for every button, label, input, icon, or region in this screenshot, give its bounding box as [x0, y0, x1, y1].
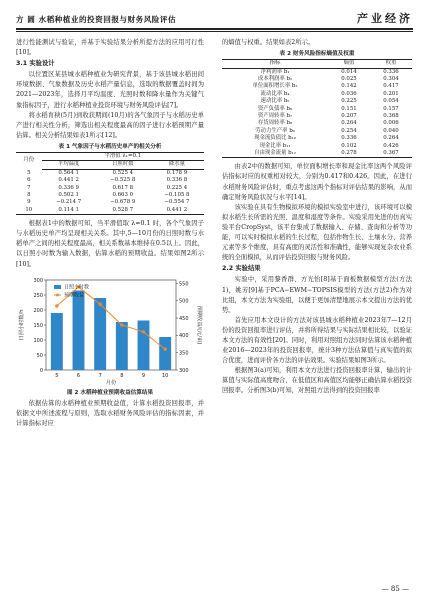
point-expected-income — [98, 302, 101, 305]
paragraph: 首先应用本文设计的方法对该县城水稻种植业2023年7—12月份的投资回报率进行评估，并将所得结果与实际结果相比较，以验证本文方法的有效性[20]。同时，利用对照组方法同时估算该水稻种植业2016—2023年的投资回报率，统计3种方法估算值与真实值的拟合优度，进而评价各方法的评估效果。实验结果如图3所示。 — [222, 316, 412, 365]
table-cell: 0.207 — [341, 112, 357, 119]
table-cell: 0.441 2 — [166, 206, 188, 213]
y-tick-label: 250 — [33, 292, 43, 299]
table-row — [222, 76, 412, 83]
table-cell: 现金流负债比 b₁₀ — [254, 135, 296, 142]
table-cell: 0.426 — [383, 142, 399, 149]
table-row — [222, 135, 412, 142]
table1 — [16, 152, 204, 215]
table-row — [222, 143, 412, 150]
x-axis-label: 月份 — [105, 379, 117, 386]
table-row — [222, 113, 412, 120]
table-cell: 0.336 9 — [58, 184, 79, 191]
table-cell: 0.254 — [341, 127, 357, 134]
table-cell: 10 — [25, 206, 33, 213]
table-cell: 劳动力生产率 b₉ — [255, 127, 295, 134]
table-row — [222, 91, 412, 98]
paragraph: 进行性能测试与验证，并基于实验结果分析所提方法的应用可行性[10]。 — [16, 39, 204, 57]
point-expected-income — [120, 323, 123, 326]
header-rule-thin — [16, 31, 413, 32]
table-cell: 8 — [27, 191, 31, 198]
table-cell: 0.368 — [383, 112, 399, 119]
table2 — [222, 59, 412, 158]
y-tick-label: 100 — [33, 337, 43, 344]
table-cell: 资产负债率 b₆ — [257, 105, 293, 112]
paragraph: 的熵值与权重。结果如表2所示。 — [222, 39, 315, 46]
paragraph: 根据表1中的数据可知，当平滑值取 λ=0.1 时，各个气象因子与水稻历史单产均呈现相关关系。其中,5—10月份的日照时数与水稻单产之间的相关程度最高，相关系数基本维持在0.5以上。因此，以日照小时数为输入数据，估算水稻的预期收益。结果如图2所示[10]。 — [16, 220, 204, 268]
y2-tick-label: 550 — [179, 280, 189, 287]
left-column — [16, 38, 204, 429]
bar-sunshine-hours — [138, 320, 150, 370]
table-row — [16, 199, 204, 206]
y-tick-label: 0 — [39, 367, 43, 374]
table-cell: −0.525 8 — [110, 177, 136, 184]
table-cell: 0.201 — [383, 90, 399, 97]
table-cell: 速动比率 b₅ — [260, 98, 290, 105]
table-cell: 0.528 7 — [112, 206, 134, 213]
y-tick-label: 50 — [36, 352, 43, 359]
table-cell: 0.036 — [341, 90, 357, 97]
table-cell: 0.225 — [341, 98, 357, 105]
y2-tick-label: 450 — [179, 315, 189, 322]
table-cell: 0.142 — [341, 83, 357, 90]
table-cell: 6 — [27, 177, 31, 184]
y2-tick-label: 400 — [179, 332, 189, 339]
table-cell: 7 — [27, 184, 31, 191]
y2-tick-label: 300 — [179, 367, 189, 374]
table-cell: 9 — [27, 199, 31, 206]
bar-sunshine-hours — [116, 322, 128, 370]
table-row — [16, 192, 204, 199]
header-section: 产业经济 — [357, 12, 413, 25]
table-row — [222, 128, 412, 135]
table2-caption: 表 2 财务风险指标熵值及权重 — [279, 51, 355, 58]
table1-lambda-header: 平滑值 λ₁=0.1 — [42, 152, 204, 160]
point-expected-income — [163, 347, 166, 350]
x-tick-label: 7 — [98, 372, 102, 379]
table-cell: 0.564 1 — [58, 169, 79, 176]
table-cell: 0.336 — [341, 135, 357, 142]
table-cell: 0.441 2 — [58, 177, 79, 184]
table-row — [222, 120, 412, 127]
table-cell: 0.264 — [383, 135, 399, 142]
paragraph: 将水稻育秧(5月)到收获期间(10月)的各气象因子与水稻历史单产进行相关性分析，筛选出相关程度最高的因子进行水稻预期产量估算。相关分析结果如表1所示[12]。 — [16, 111, 204, 139]
paragraph: 该实验在具有生物模拟环境的模拟实验室中进行，该环境可以模拟水稻生长所需的光照、温度和湿度等条件。实验采用先进的仿真实验平台CropSyst，该平台集成了数据输入、存储、查询和分析等功能，可以实时模拟水稻的生长过程，包括作物生长、土壤水分、营养元素等多个维度，具有高度的灵活性和准确性，能够实现复杂农业系统的全面模拟，从而评估投资回报与财务风险。 — [222, 203, 412, 262]
y2-tick-label: 500 — [179, 298, 189, 305]
point-expected-income — [142, 330, 145, 333]
table2-header: 熵值 — [328, 60, 370, 68]
paragraph: 实验中，采用黎香群、方光怡[8]基于面板数据模型方法(方法1)，姚芳[9]基于PCA−EWM−TOPSIS模型的方法(方法2)作为对比组，本文方法为实验组，以便于更加清楚地展示本文提出方法的优势。 — [222, 276, 412, 314]
paragraph: 由表2中的数据可知，单位面积增长率和现金比率这两个风险评估指标对应的权重相对较大，分别为0.417和0.426。因此，在进行水稻财务风险评估时，重点考虑这两个指标对评估结果的影响，从而确定财务风险状况与水平[14]。 — [222, 163, 412, 201]
table-cell: 现金比率 b₁₁ — [259, 142, 291, 149]
paragraph: 依据估算的水稻种植业预期收益值，计算水稻投资回报率，并依据文中所述流程与原则，选取水稻财务风险评估的指标因素，并计算指标对应 — [16, 399, 204, 427]
table-cell: 存货周转率 b₈ — [257, 120, 293, 127]
y2-axis-label: 预期收益/(元/亩) — [196, 305, 202, 344]
section-heading: 3.1 实验设计 — [16, 60, 55, 68]
x-tick-label: 6 — [76, 372, 81, 379]
table-row — [222, 150, 412, 158]
table-cell: 0.102 — [341, 142, 357, 149]
table-cell: 0.336 8 — [166, 177, 188, 184]
section-heading: 2.2 实验结果 — [222, 265, 261, 273]
figure2-caption: 图 2 水稻种植业预期收益估算结果 — [66, 389, 154, 396]
table-cell: −0.554 7 — [164, 199, 190, 206]
header-rule — [16, 28, 413, 30]
table-cell: 0.040 — [383, 127, 399, 134]
table-row — [16, 185, 204, 192]
figure2-chart — [16, 272, 204, 388]
y-tick-label: 200 — [33, 307, 43, 314]
bar-sunshine-hours — [159, 337, 171, 370]
table-cell: 净利润率 b₁ — [260, 68, 290, 75]
table-cell: 5 — [27, 169, 31, 176]
table-cell: −0.678 9 — [110, 199, 136, 206]
table-cell: 0.178 9 — [166, 169, 188, 176]
table-row — [16, 177, 204, 184]
legend-swatch-point — [56, 293, 59, 296]
table-cell: 0.525 4 — [112, 169, 134, 176]
paragraph: 根据图3(a)可知，利用本文方法进行投资回报率计算，输出的计算值与实际值高度吻合，在低值区和高值区均能够正确估算水稻投资回报率。分析图3(b)可知，对照组方法得到的投资回报率 — [222, 367, 412, 395]
table-cell: 0.278 — [341, 149, 357, 156]
running-header — [16, 10, 413, 34]
legend-label: 预期收益 — [64, 292, 85, 299]
table-cell: −0.214 7 — [56, 199, 82, 206]
right-column — [222, 38, 412, 397]
table-cell: 0.054 — [383, 98, 399, 105]
table-cell: 0.014 — [341, 68, 357, 75]
y-tick-label: 150 — [33, 322, 43, 329]
bar-sunshine-hours — [73, 290, 85, 370]
table-cell: 0.006 — [383, 120, 399, 127]
table-row — [16, 207, 204, 215]
point-expected-income — [55, 304, 58, 307]
page-number: — 85 — — [381, 585, 409, 593]
table-row — [222, 98, 412, 105]
table-cell: 0.025 — [341, 75, 357, 82]
table-cell: 0.264 — [341, 120, 357, 127]
table-cell: 0.225 4 — [166, 184, 188, 191]
table1-header-month: 月份 — [23, 157, 35, 164]
table-cell: 0.304 — [383, 75, 399, 82]
y2-tick-label: 350 — [179, 350, 189, 357]
header-title: 方 圆 水稻种植业的投资回报与财务风险评估 — [16, 15, 177, 24]
table-row — [222, 83, 412, 90]
table-cell: 0.367 — [383, 149, 399, 156]
table-cell: 资产周转率 b₇ — [257, 112, 293, 119]
x-tick-label: 8 — [120, 372, 124, 379]
table-cell: 0.151 — [341, 105, 357, 112]
table-cell: 成本利润率 b₂ — [257, 75, 293, 82]
table-cell: −0.105 8 — [164, 191, 190, 198]
y-tick-label: 300 — [33, 277, 43, 284]
figure2 — [16, 272, 204, 388]
legend-label: 日照小时数 — [64, 284, 90, 291]
bar-sunshine-hours — [51, 313, 63, 370]
table1-header: 日照时数 — [96, 161, 150, 169]
table-cell: 0.157 — [383, 105, 399, 112]
table2-header: 权重 — [370, 60, 412, 68]
paragraph: 以位置区某县城水稻种植业为研究背景，基于该县城水稻田间环境数据、气象数据及历史水稻产量信息，选取的数据覆盖时间为2021—2023年，选择月平均温度、光照时数和降水量作为关键气象指标因子，进行水稻种植业投资环境与财务风险评估[7]。 — [16, 71, 204, 109]
table-row — [222, 106, 412, 113]
table2-header: 指标 — [222, 60, 328, 68]
table1-caption: 表 1 气象因子与水稻历史单产的相关分析 — [58, 143, 162, 150]
table1-header: 降水量 — [150, 161, 204, 169]
table-cell: 0.417 — [383, 83, 399, 90]
x-tick-label: 9 — [141, 372, 146, 379]
table-cell: 0.502 1 — [58, 191, 79, 198]
y-axis-label: 日照小时数/h — [19, 309, 25, 341]
table-cell: 单位面积增长率 b₃ — [252, 83, 298, 90]
table-cell: 0.617 8 — [112, 184, 134, 191]
table-cell: 自由现金流量 b₁₂ — [254, 149, 296, 156]
table-cell: 0.663 0 — [112, 191, 134, 198]
x-tick-label: 10 — [161, 372, 169, 379]
table-row — [222, 68, 412, 76]
table-cell: 0.336 — [383, 68, 399, 75]
table-row — [16, 169, 204, 177]
table1-header: 平均温度 — [42, 161, 96, 169]
legend-swatch-bar — [54, 285, 61, 289]
x-tick-label: 5 — [55, 372, 59, 379]
table-cell: 0.114 1 — [58, 206, 79, 213]
table-cell: 流动比率 b₄ — [260, 90, 290, 97]
